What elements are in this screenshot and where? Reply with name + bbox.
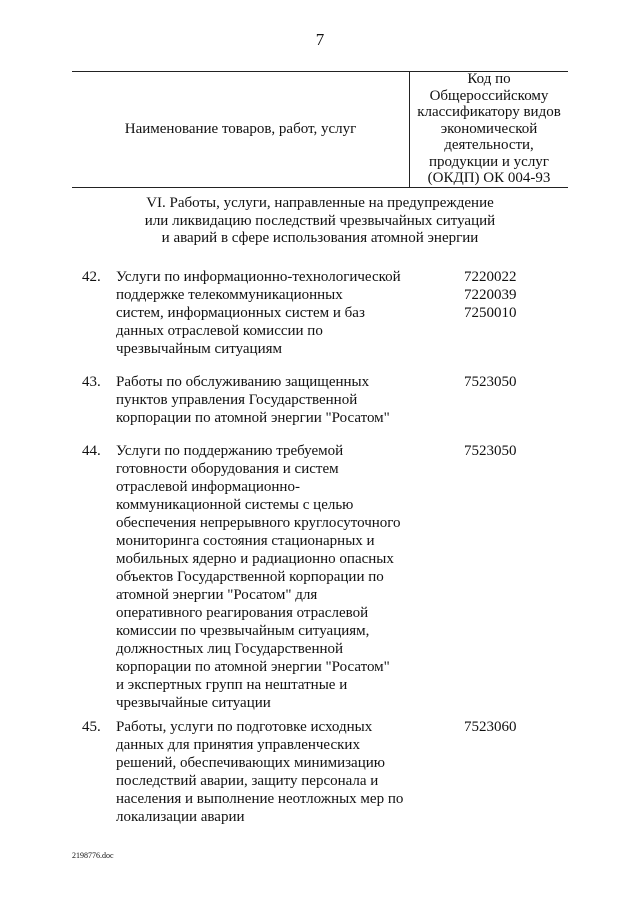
entry-line: коммуникационной системы с целью <box>116 497 354 513</box>
entry-line: обеспечения непрерывного круглосуточного <box>116 515 401 531</box>
header-code-line: Общероссийскому <box>429 87 549 104</box>
header-code-line: деятельности, <box>444 137 534 154</box>
header-code-column <box>410 71 568 187</box>
okdp-code: 7523050 <box>464 374 517 390</box>
entry-line: отраслевой информационно- <box>116 479 300 495</box>
header-code-line: продукции и услуг <box>429 153 549 170</box>
entry-line: чрезвычайным ситуациям <box>116 341 282 357</box>
header-code-line: Код по <box>467 71 511 88</box>
entry-codes <box>464 268 517 322</box>
header-code-line: классификатору видов <box>417 104 561 121</box>
okdp-code: 7220022 <box>464 269 517 285</box>
entry-line: систем, информационных систем и баз <box>116 305 365 321</box>
entry-line: готовности оборудования и систем <box>116 461 339 477</box>
okdp-code: 7220039 <box>464 287 517 303</box>
entry-line: последствий аварии, защиту персонала и <box>116 773 379 789</box>
entry-description <box>116 268 416 358</box>
header-code-line: (ОКДП) ОК 004-93 <box>427 170 551 187</box>
entry-number: 44. <box>82 443 101 459</box>
entry-description <box>116 373 416 427</box>
entry-line: поддержке телекоммуникационных <box>116 287 343 303</box>
entry-line: мониторинга состояния стационарных и <box>116 533 375 549</box>
entry-line: населения и выполнение неотложных мер по <box>116 791 404 807</box>
entry-codes <box>464 442 517 460</box>
entry-line: должностных лиц Государственной <box>116 641 344 657</box>
entry-line: данных отраслевой комиссии по <box>116 323 323 339</box>
entry-line: и экспертных групп на нештатные и <box>116 677 348 693</box>
entry-codes <box>464 718 517 736</box>
entry-line: атомной энергии "Росатом" для <box>116 587 318 603</box>
section-title-line: или ликвидацию последствий чрезвычайных ситуаций <box>144 212 496 229</box>
entry-line: локализации аварии <box>116 809 245 825</box>
entry-line: Услуги по поддержанию требуемой <box>116 443 344 459</box>
okdp-code: 7523060 <box>464 719 517 735</box>
entry-line: Работы, услуги по подготовке исходных <box>116 719 373 735</box>
entry-line: комиссии по чрезвычайным ситуациям, <box>116 623 370 639</box>
entry-line: данных для принятия управленческих <box>116 737 360 753</box>
entry-description <box>116 442 416 712</box>
section-title <box>72 195 568 248</box>
header-bottom-rule <box>72 187 568 188</box>
entry-codes <box>464 373 517 391</box>
entry-number: 42. <box>82 269 101 285</box>
entry-number: 45. <box>82 719 101 735</box>
footer-filename: 2198776.doc <box>72 851 114 860</box>
okdp-code: 7250010 <box>464 305 517 321</box>
section-title-line: и аварий в сфере использования атомной энергии <box>161 230 479 246</box>
entry-description <box>116 718 416 826</box>
okdp-code: 7523050 <box>464 443 517 459</box>
entry-number: 43. <box>82 374 101 390</box>
entry-line: Услуги по информационно-технологической <box>116 269 401 285</box>
entry-line: чрезвычайные ситуации <box>116 695 271 711</box>
section-title-line: VI. Работы, услуги, направленные на предупреждение <box>146 195 494 211</box>
entry-line: мобильных ядерно и радиационно опасных <box>116 551 394 567</box>
entry-line: корпорации по атомной энергии "Росатом" <box>116 410 390 426</box>
entry-line: объектов Государственной корпорации по <box>116 569 384 585</box>
entry-line: корпорации по атомной энергии "Росатом" <box>116 659 390 675</box>
page-number: 7 <box>315 30 325 49</box>
entry-line: решений, обеспечивающих минимизацию <box>116 755 385 771</box>
header-name-column: Наименование товаров, работ, услуг <box>124 120 357 137</box>
header-code-line: экономической <box>440 120 538 137</box>
entry-line: Работы по обслуживанию защищенных <box>116 374 370 390</box>
entry-line: оперативного реагирования отраслевой <box>116 605 369 621</box>
entry-line: пунктов управления Государственной <box>116 392 358 408</box>
